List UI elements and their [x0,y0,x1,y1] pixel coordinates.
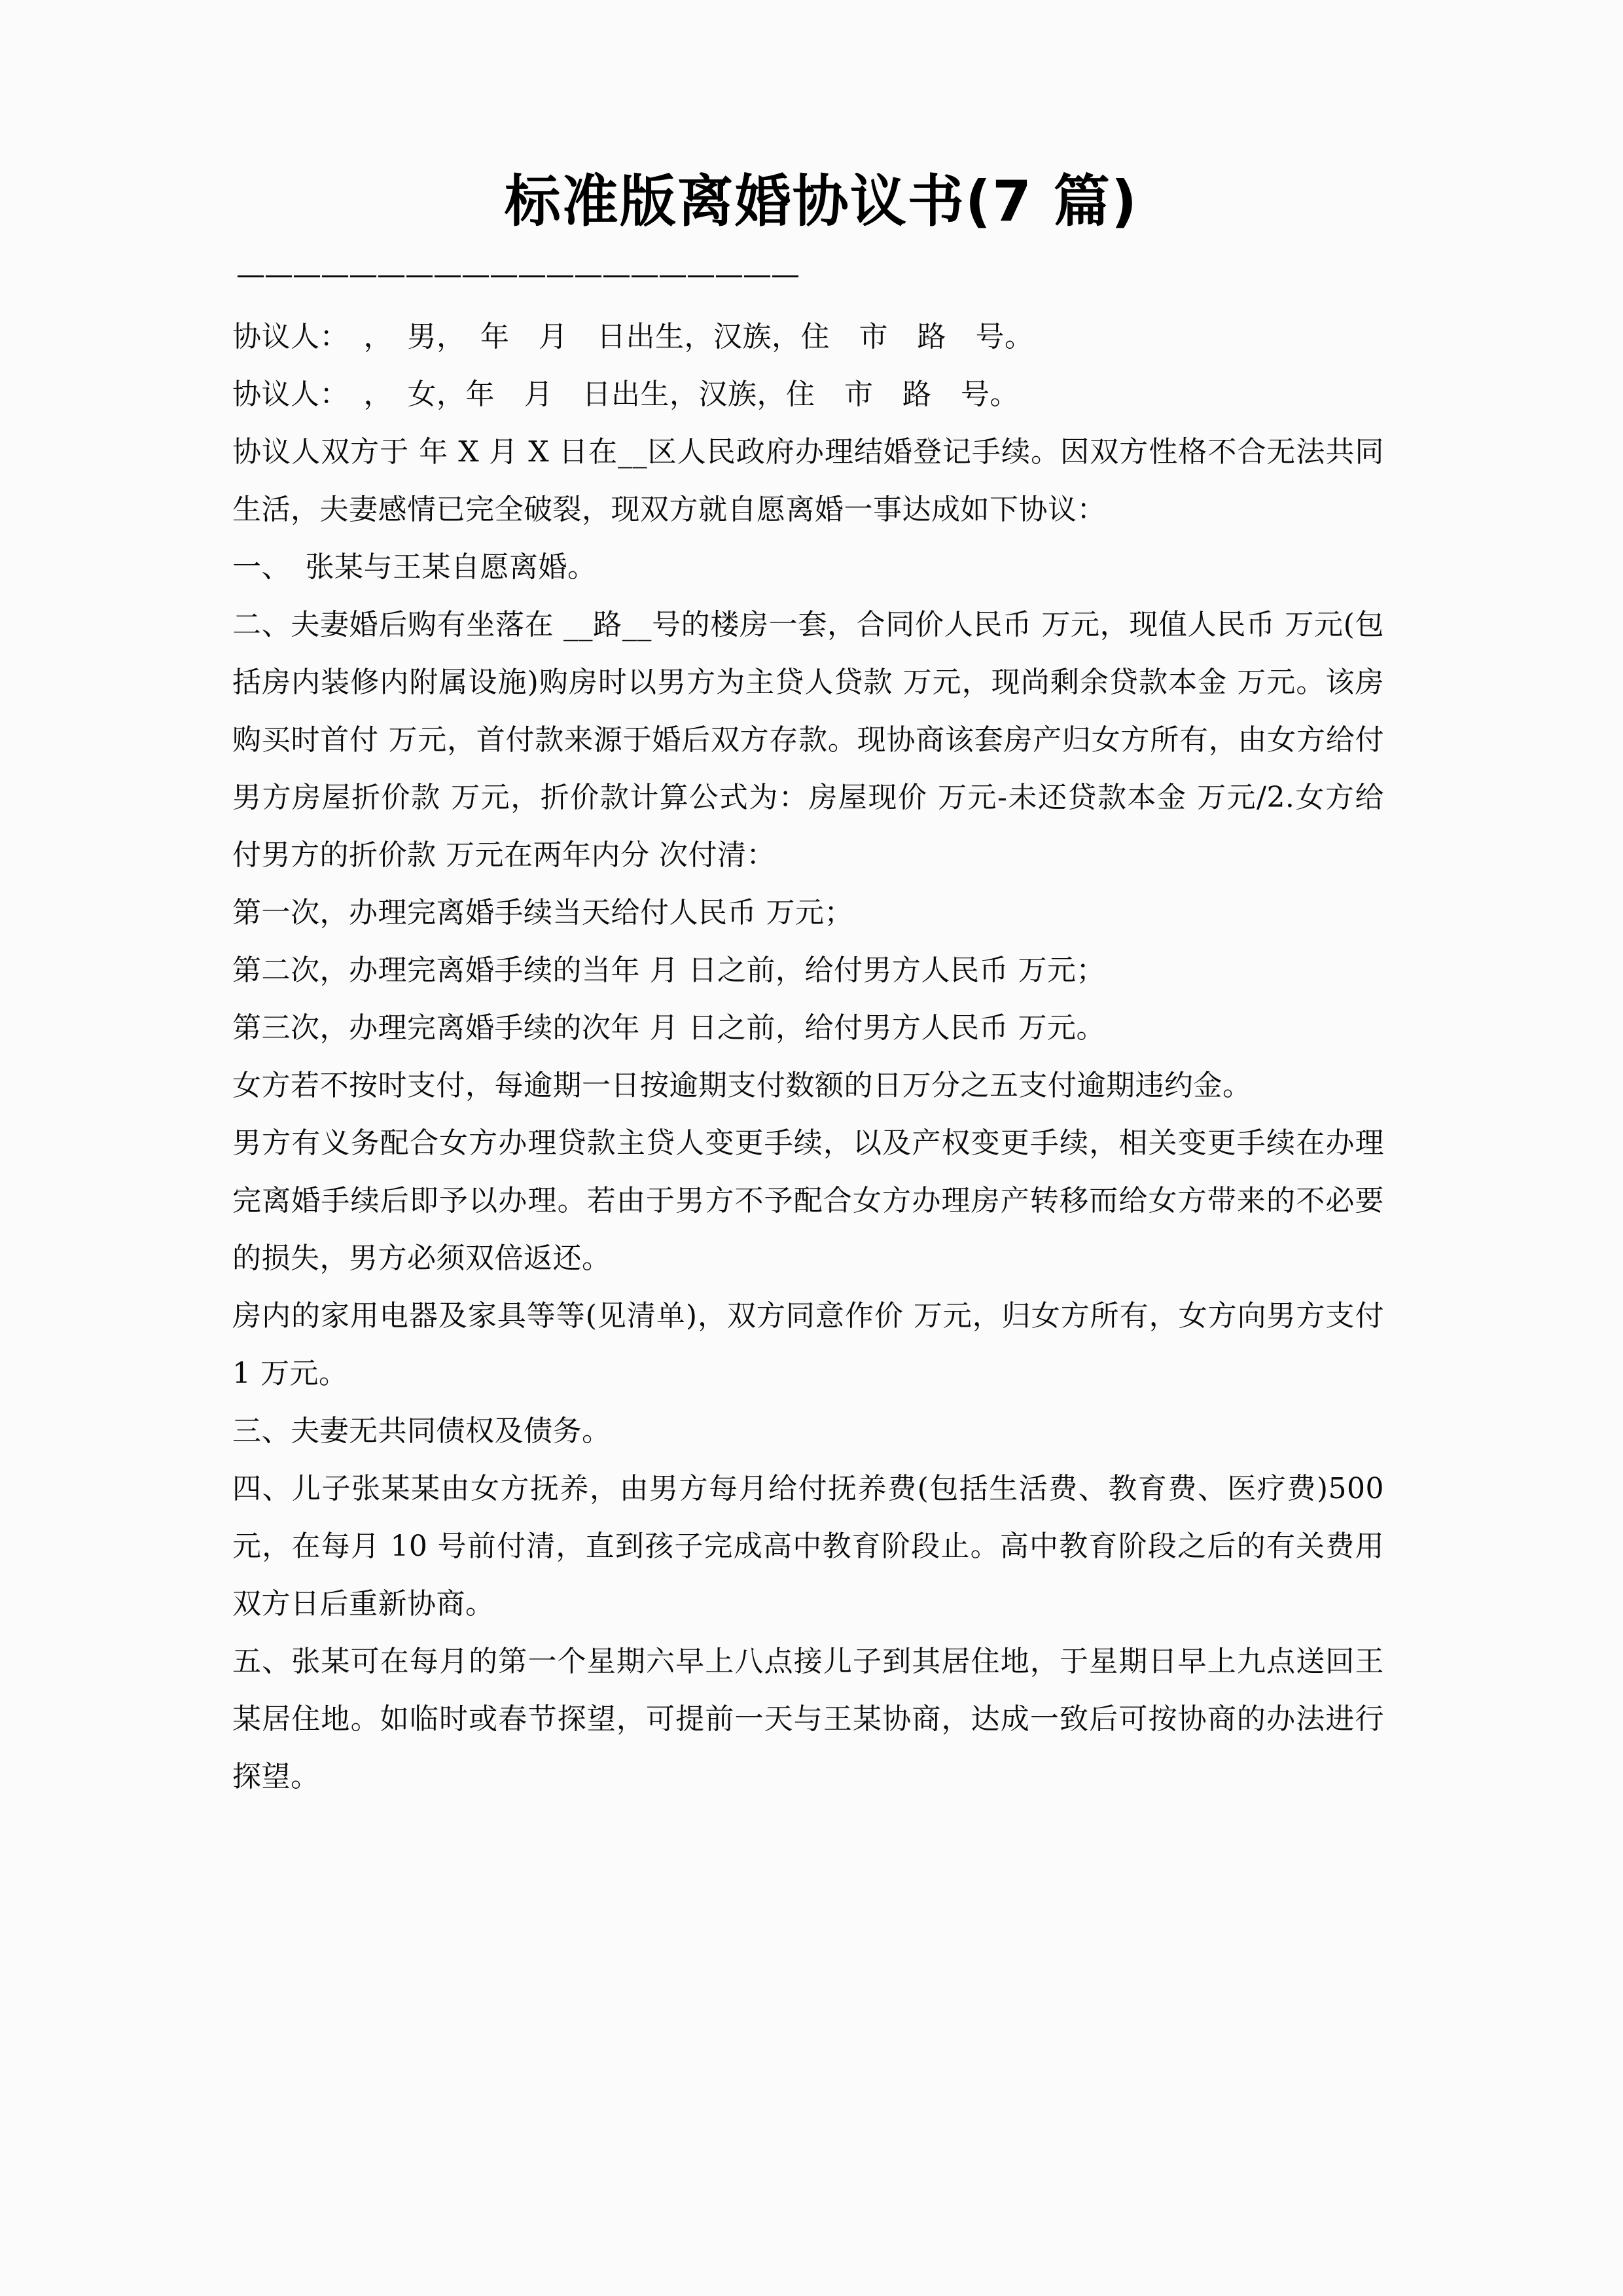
paragraph-appliances: 房内的家用电器及家具等等(见清单)，双方同意作价 万元，归女方所有，女方向男方支付 1 万元。 [232,1299,1384,1390]
paragraph-party-male: 协议人： ， 男， 年 月 日出生，汉族，住 市 路 号。 [232,319,1034,353]
paragraph-payment-2: 第二次，办理完离婚手续的当年 月 日之前，给付男方人民币 万元； [232,953,1105,987]
paragraph-clause-1: 一、 张某与王某自愿离婚。 [232,550,597,584]
paragraph-clause-5: 五、张某可在每月的第一个星期六早上八点接儿子到其居住地，于星期日早上九点送回王某居住地。如临时或春节探望，可提前一天与王某协商，达成一致后可按协商的办法进行探望。 [232,1644,1384,1793]
title-divider [232,260,1384,290]
paragraph-clause-4: 四、儿子张某某由女方抚养，由男方每月给付抚养费(包括生活费、教育费、医疗费)500 元，在每月 10 号前付清，直到孩子完成高中教育阶段止。高中教育阶段之后的有关费用双方日后重新协商。 [232,1471,1384,1621]
paragraph-party-female: 协议人： ， 女，年 月 日出生，汉族，住 市 路 号。 [232,377,1019,411]
paragraph-payment-1: 第一次，办理完离婚手续当天给付人民币 万元； [232,895,853,929]
paragraph-loan-transfer-duty: 男方有义务配合女方办理贷款主贷人变更手续，以及产权变更手续，相关变更手续在办理完离婚手续后即予以办理。若由于男方不予配合女方办理房产转移而给女方带来的不必要的损失，男方必须双倍返还。 [232,1126,1384,1275]
paragraph-clause-3: 三、夫妻无共同债权及债务。 [232,1414,611,1448]
paragraph-late-penalty: 女方若不按时支付，每逾期一日按逾期支付数额的日万分之五支付逾期违约金。 [232,1068,1252,1102]
page-title: 标准版离婚协议书(7 篇) [504,169,1139,234]
divider-dashes: ———————————————————— [236,259,799,290]
document-content [232,167,1384,1806]
paragraph-payment-3: 第三次，办理完离婚手续的次年 月 日之前，给付男方人民币 万元。 [232,1011,1105,1045]
paragraph-clause-2: 二、夫妻婚后购有坐落在 __路__号的楼房一套，合同价人民币 万元，现值人民币 万元(包括房内装修内附属设施)购房时以男方为主贷人贷款 万元，现尚剩余贷款本金 万元。该房购买时首付 万元，首付款来源于婚后双方存款。现协商该套房产归女方所有，由女方给付男方房屋折价款 万元，折价款计算公式为：房屋现价 万元-未还贷款本金 万元/2.女方给付男方的折价款 万元在两年内分 次付清： [232,607,1384,872]
paragraph-marriage-registration: 协议人双方于 年 X 月 X 日在__区人民政府办理结婚登记手续。因双方性格不合无法共同生活，夫妻感情已完全破裂，现双方就自愿离婚一事达成如下协议： [232,435,1384,526]
